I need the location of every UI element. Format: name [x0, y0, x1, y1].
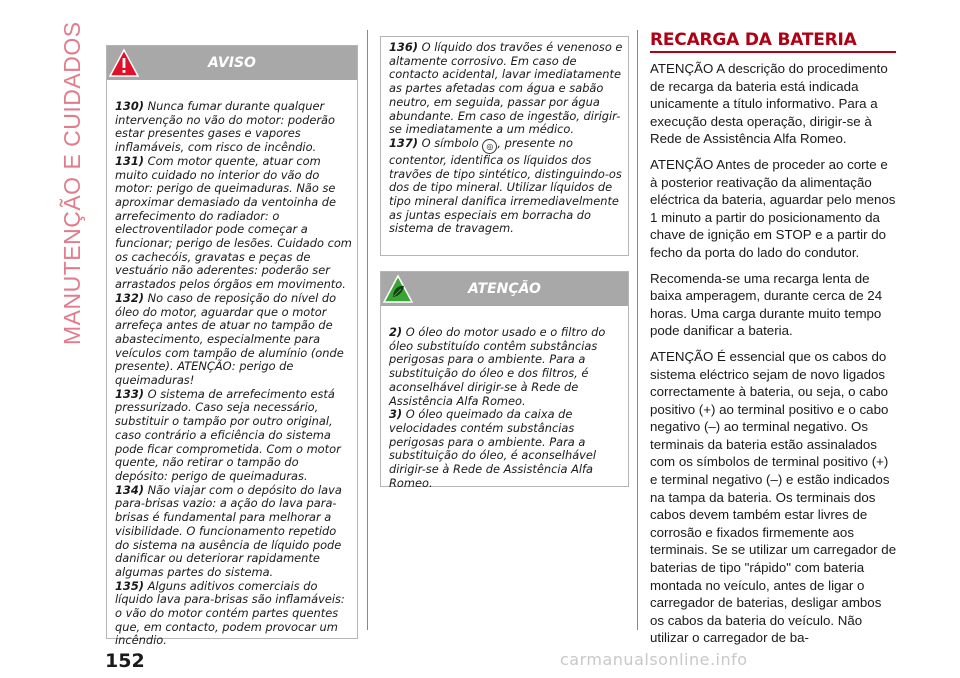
aviso-header — [107, 46, 357, 80]
atencao-header — [381, 272, 628, 306]
aviso-item-134: 134) Não viajar com o depósito do lava para-brisas vazio: a ação do lava para-brisas é fundamental para melhorar a visibilidade. O funcionamento repetido do sistema na ausência de líquido pode danificar ou deteriorar rapidamente algumas partes do sistema. — [115, 482, 342, 579]
recarga-paragraph-3: Recomenda-se uma recarga lenta de baixa amperagem, durante cerca de 24 horas. Uma carga durante muito tempo pode danificar a bateria. — [650, 270, 883, 339]
watermark: carmanualsonline.info — [560, 650, 748, 669]
aviso-box — [106, 45, 358, 648]
page-number: 152 — [105, 650, 145, 672]
atencao-body — [389, 326, 624, 490]
recarga-paragraph-4: ATENÇÃO É essencial que os cabos do sistema eléctrico sejam de novo ligados correctamente à bateria, ou seja, o cabo positivo (+) ao terminal positivo e o cabo negativo (–) ao terminal negativo. Os terminais da bateria estão assinalados com os símbolos de terminal positivo (+) e terminal negativo (–) e estão indicados na tampa da bateria. Os terminais dos cabos devem também estar livres de corrosão e fixados firmemente aos terminais. Se se utilizar um carregador de baterias de tipo "rápido" com bateria montada no veículo, antes de ligar o carregador de baterias, desligar ambos os cabos da bateria do veículo. Não utilizar o carregador de ba- — [650, 348, 897, 646]
section-heading-recarga: RECARGA DA BATERIA — [650, 30, 857, 50]
recarga-text — [650, 60, 898, 655]
aviso-item-131: 131) Com motor quente, atuar com muito cuidado no interior do vão do motor: perigo de queimaduras. Não se aproximar demasiado da ventoinha de arrefecimento do radiador: o electroventilador pode começar a funcionar; perigo de lesões. Cuidado com os cachecóis, gravatas e peças de vestuário não aderentes: poderão ser arrastados pelos órgãos em movimento. — [115, 153, 352, 292]
aviso-item-130: 130) Nunca fumar durante qualquer intervenção no vão do motor: poderão estar presentes gases e vapores inflamáveis, com risco de incêndio. — [115, 99, 335, 155]
recarga-paragraph-2: ATENÇÃO Antes de proceder ao corte e à posterior reativação da alimentação eléctrica da bateria, aguardar pelo menos 1 minuto a partir do posicionamento da chave de ignição em STOP e a partir do fecho da porta do lado do condutor. — [650, 156, 896, 260]
sidebar-section-title — [50, 20, 90, 350]
aviso-item-135: 135) Alguns aditivos comerciais do líquido lava para-brisas são inflamáveis: o vão do motor contém partes quentes que, em contacto, podem provocar um incêndio. — [115, 578, 345, 648]
aviso-item-133: 133) O sistema de arrefecimento está pressurizado. Caso seja necessário, substituir o tampão por outro original, caso contrário a eficiência do sistema pode ficar comprometida. Com o motor quente, não retirar o tampão do depósito: perigo de queimaduras. — [115, 386, 341, 483]
aviso-item-137: 137) O símbolo ◎ , presente no contentor, identifica os líquidos dos travões de tipo sintético, distinguindo-os dos de tipo mineral. Utilizar líquidos de tipo mineral danifica irremediavelmente as juntas especiais em borracha do sistema de travagem. — [389, 135, 622, 236]
aviso-title: AVISO — [208, 55, 256, 71]
column-divider-right — [637, 30, 638, 630]
brake-fluid-symbol-icon: ◎ — [482, 139, 497, 154]
aviso-item-136: 136) O líquido dos travões é venenoso e altamente corrosivo. Em caso de contacto acidental, lavar imediatamente as partes afetadas com água e sabão neutro, em seguida, passar por água abundante. Em caso de ingestão, dirigir-se imediatamente a um médico. — [389, 40, 623, 137]
section-heading-rule — [650, 51, 896, 53]
atencao-title: ATENÇÃO — [468, 281, 541, 297]
column-divider — [367, 30, 368, 630]
recarga-paragraph-1: ATENÇÃO A descrição do procedimento de recarga da bateria está indicada unicamente a título informativo. Para a execução desta operação, dirigir-se à Rede de Assistência Alfa Romeo. — [650, 61, 888, 147]
aviso-item-132: 132) No caso de reposição do nível do óleo do motor, aguardar que o motor arrefeça antes de atuar no tampão de abastecimento, especialmente para veículos com tampão de alumínio (onde presente). ATENÇÃO: perigo de queimaduras! — [115, 290, 344, 388]
atencao-box — [380, 271, 629, 490]
sidebar-section-title-text: MANUTENÇÃO E CUIDADOS — [59, 21, 85, 345]
atencao-item-2: 2) O óleo do motor usado e o filtro do óleo substituído contêm substâncias perigosas para o ambiente. Para a substituição do óleo e dos filtros, é aconselhável dirigir-se à Rede de Assistência Alfa Romeo. — [389, 325, 606, 408]
aviso-body — [115, 100, 353, 648]
atencao-item-3: 3) O óleo queimado da caixa de velocidades contém substâncias perigosas para o ambiente. Para a substituição do óleo, é aconselhável dirigir-se à Rede de Assistência Alfa Romeo. — [389, 407, 597, 490]
aviso-continuation-body — [389, 41, 624, 236]
aviso-continuation-box — [380, 36, 629, 256]
